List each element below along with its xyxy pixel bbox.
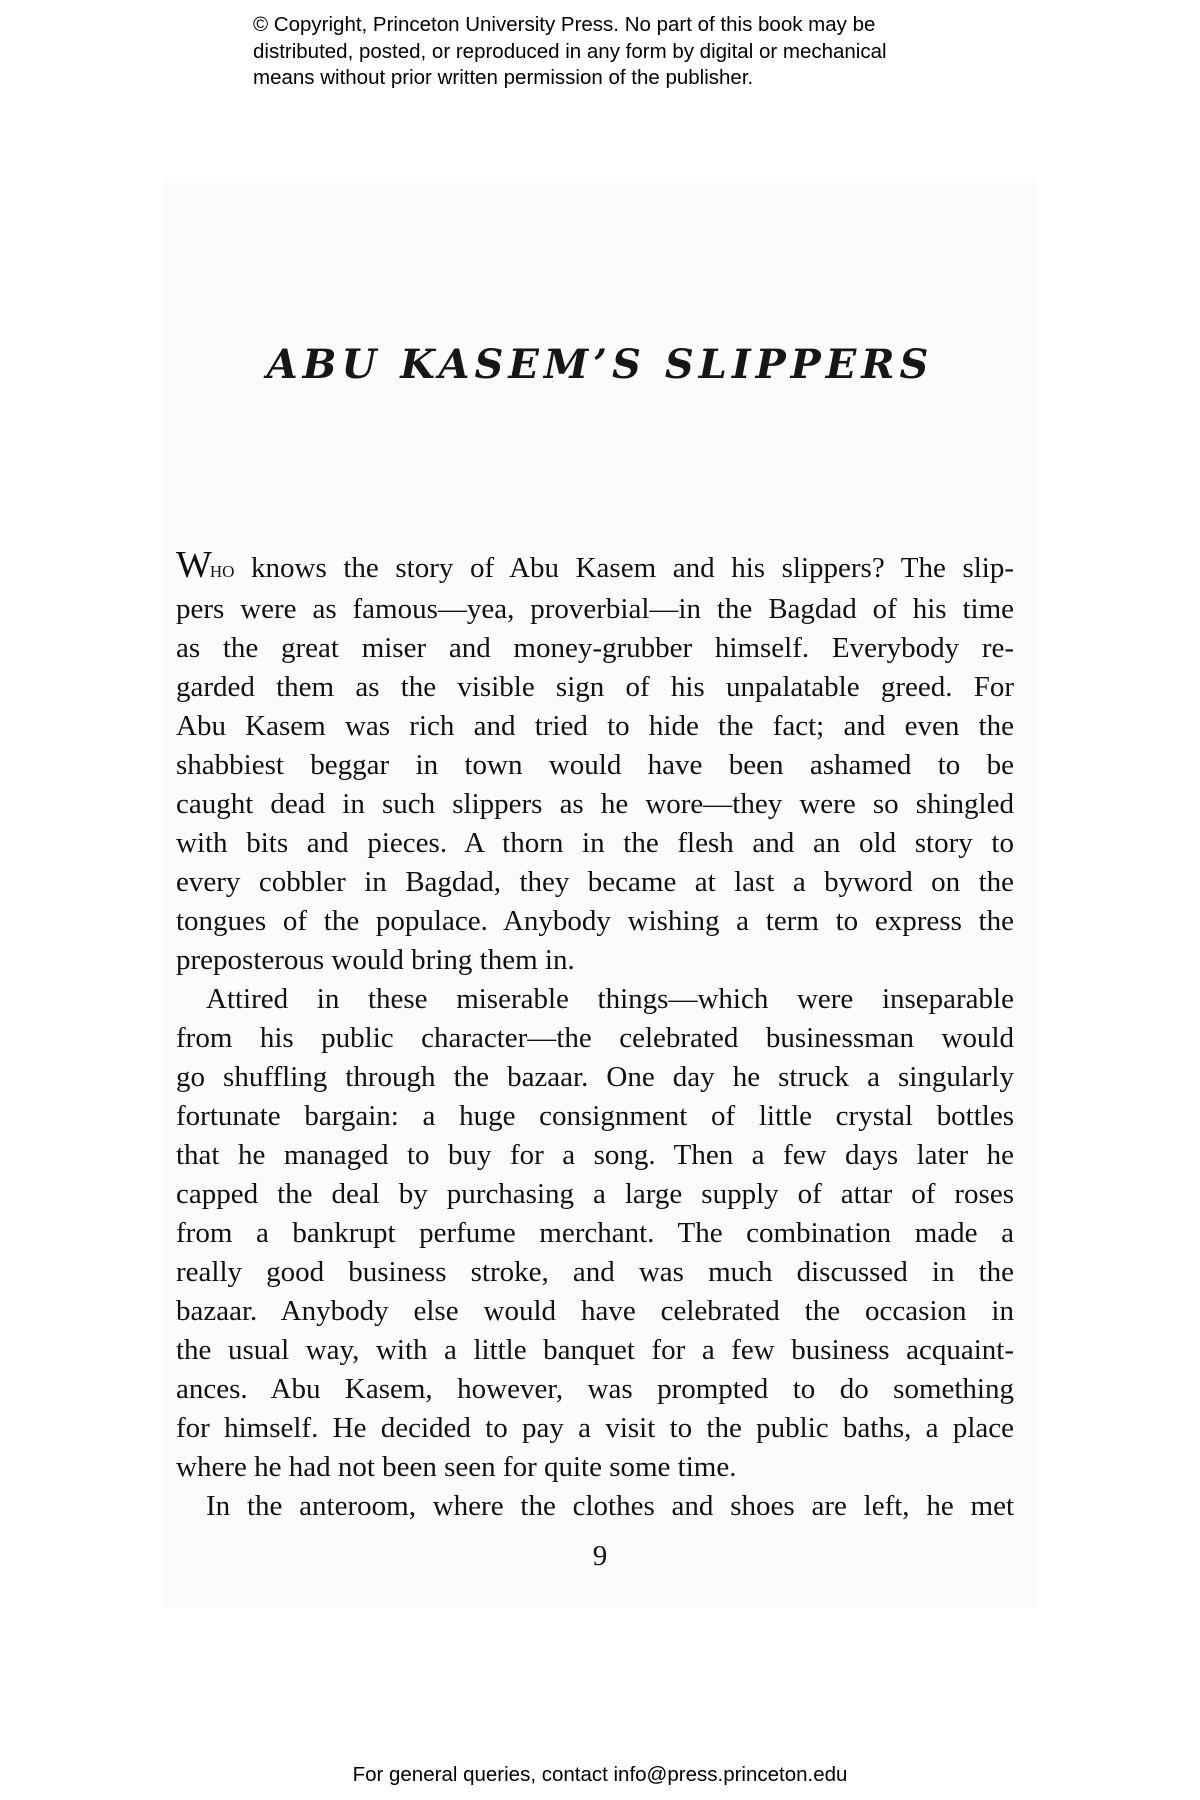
paragraph-line: capped the deal by purchasing a large supply of attar of roses: [176, 1178, 1014, 1210]
paragraph-line: go shuffling through the bazaar. One day he struck a singularly: [176, 1061, 1014, 1093]
chapter-title: ABU KASEM’S SLIPPERS: [266, 341, 934, 388]
scanned-book-page: [162, 178, 1038, 1608]
line-text: knows the story of Abu Kasem and his slippers? The slip-: [234, 552, 1014, 584]
page-number: 9: [592, 1540, 608, 1572]
paragraph-line: as the great miser and money-grubber himself. Everybody re-: [176, 632, 1014, 664]
copyright-notice: [253, 12, 1013, 92]
paragraph-line: ances. Abu Kasem, however, was prompted to do something: [176, 1373, 1014, 1405]
paragraph-line: the usual way, with a little banquet for a few business acquaint-: [176, 1334, 1014, 1366]
paragraph-line: tongues of the populace. Anybody wishing a term to express the: [176, 905, 1014, 937]
paragraph-line: that he managed to buy for a song. Then a few days later he: [176, 1139, 1014, 1171]
paragraph-line: shabbiest beggar in town would have been ashamed to be: [176, 749, 1014, 781]
paragraph-line: pers were as famous—yea, proverbial—in the Bagdad of his time: [176, 593, 1014, 625]
paragraph-line: every cobbler in Bagdad, they became at last a byword on the: [176, 866, 1014, 898]
copyright-line: © Copyright, Princeton University Press. No part of this book may be: [253, 13, 876, 36]
body-text: [176, 546, 1014, 1526]
paragraph-line: caught dead in such slippers as he wore—they were so shingled: [176, 788, 1014, 820]
paragraph-line: Attired in these miserable things—which were inseparable: [206, 983, 1014, 1015]
paragraph-line: for himself. He decided to pay a visit to the public baths, a place: [176, 1412, 1014, 1444]
paragraph-line: In the anteroom, where the clothes and shoes are left, he met: [206, 1490, 1014, 1522]
initial-letter: W: [176, 544, 210, 586]
copyright-line: means without prior written permission of the publisher.: [253, 66, 754, 89]
paragraph-line: bazaar. Anybody else would have celebrated the occasion in: [176, 1295, 1014, 1327]
paragraph-line: where he had not been seen for quite some time.: [176, 1451, 737, 1483]
paragraph-line: fortunate bargain: a huge consignment of little crystal bottles: [176, 1100, 1014, 1132]
paragraph-line: garded them as the visible sign of his unpalatable greed. For: [176, 671, 1014, 703]
paragraph-line: from his public character—the celebrated businessman would: [176, 1022, 1014, 1054]
paragraph-line: Abu Kasem was rich and tried to hide the fact; and even the: [176, 710, 1014, 742]
paragraph-line: with bits and pieces. A thorn in the flesh and an old story to: [176, 827, 1014, 859]
paragraph-line: really good business stroke, and was much discussed in the: [176, 1256, 1014, 1288]
footer-contact: For general queries, contact info@press.princeton.edu: [352, 1763, 848, 1786]
paragraph-line: preposterous would bring them in.: [176, 944, 575, 976]
copyright-line: distributed, posted, or reproduced in any form by digital or mechanical: [253, 39, 887, 63]
paragraph-line: from a bankrupt perfume merchant. The combination made a: [176, 1217, 1014, 1249]
small-caps-run: ho: [209, 557, 235, 583]
paragraph-line: [176, 546, 1014, 590]
